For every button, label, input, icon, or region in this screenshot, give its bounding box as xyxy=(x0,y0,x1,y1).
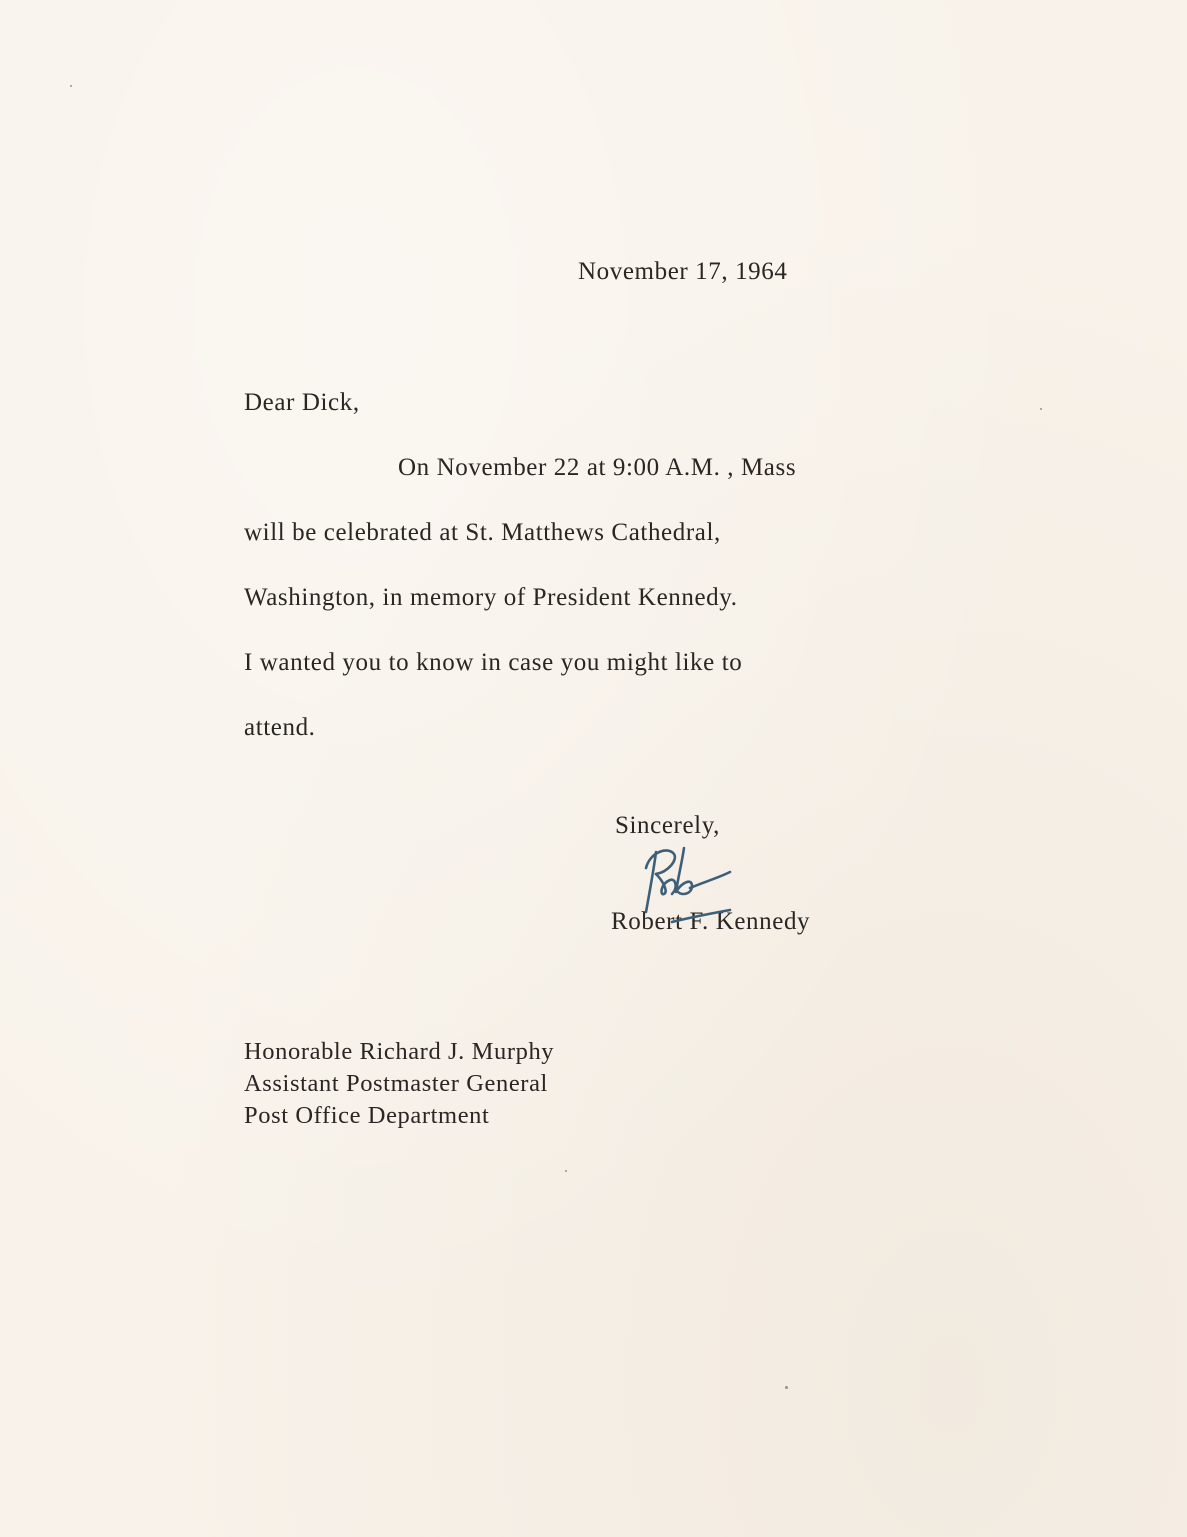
handwritten-signature xyxy=(612,838,742,938)
paper-speck xyxy=(70,85,72,87)
paper-speck xyxy=(1040,408,1042,410)
body-line: On November 22 at 9:00 A.M. , Mass xyxy=(398,454,797,481)
recipient-line: Assistant Postmaster General xyxy=(244,1070,548,1097)
signer-name: Robert F. Kennedy xyxy=(611,908,811,935)
salutation: Dear Dick, xyxy=(244,389,360,416)
paper-speck xyxy=(785,1386,788,1389)
body-line: will be celebrated at St. Matthews Cathedral, xyxy=(244,519,721,546)
recipient-line: Honorable Richard J. Murphy xyxy=(244,1038,555,1065)
body-line: attend. xyxy=(244,714,316,741)
closing: Sincerely, xyxy=(615,812,721,839)
body-line: Washington, in memory of President Kennedy. xyxy=(244,584,738,611)
recipient-line: Post Office Department xyxy=(244,1102,490,1129)
body-line: I wanted you to know in case you might like to xyxy=(244,649,743,676)
letter-date: November 17, 1964 xyxy=(578,258,788,285)
paper-speck xyxy=(565,1170,567,1172)
